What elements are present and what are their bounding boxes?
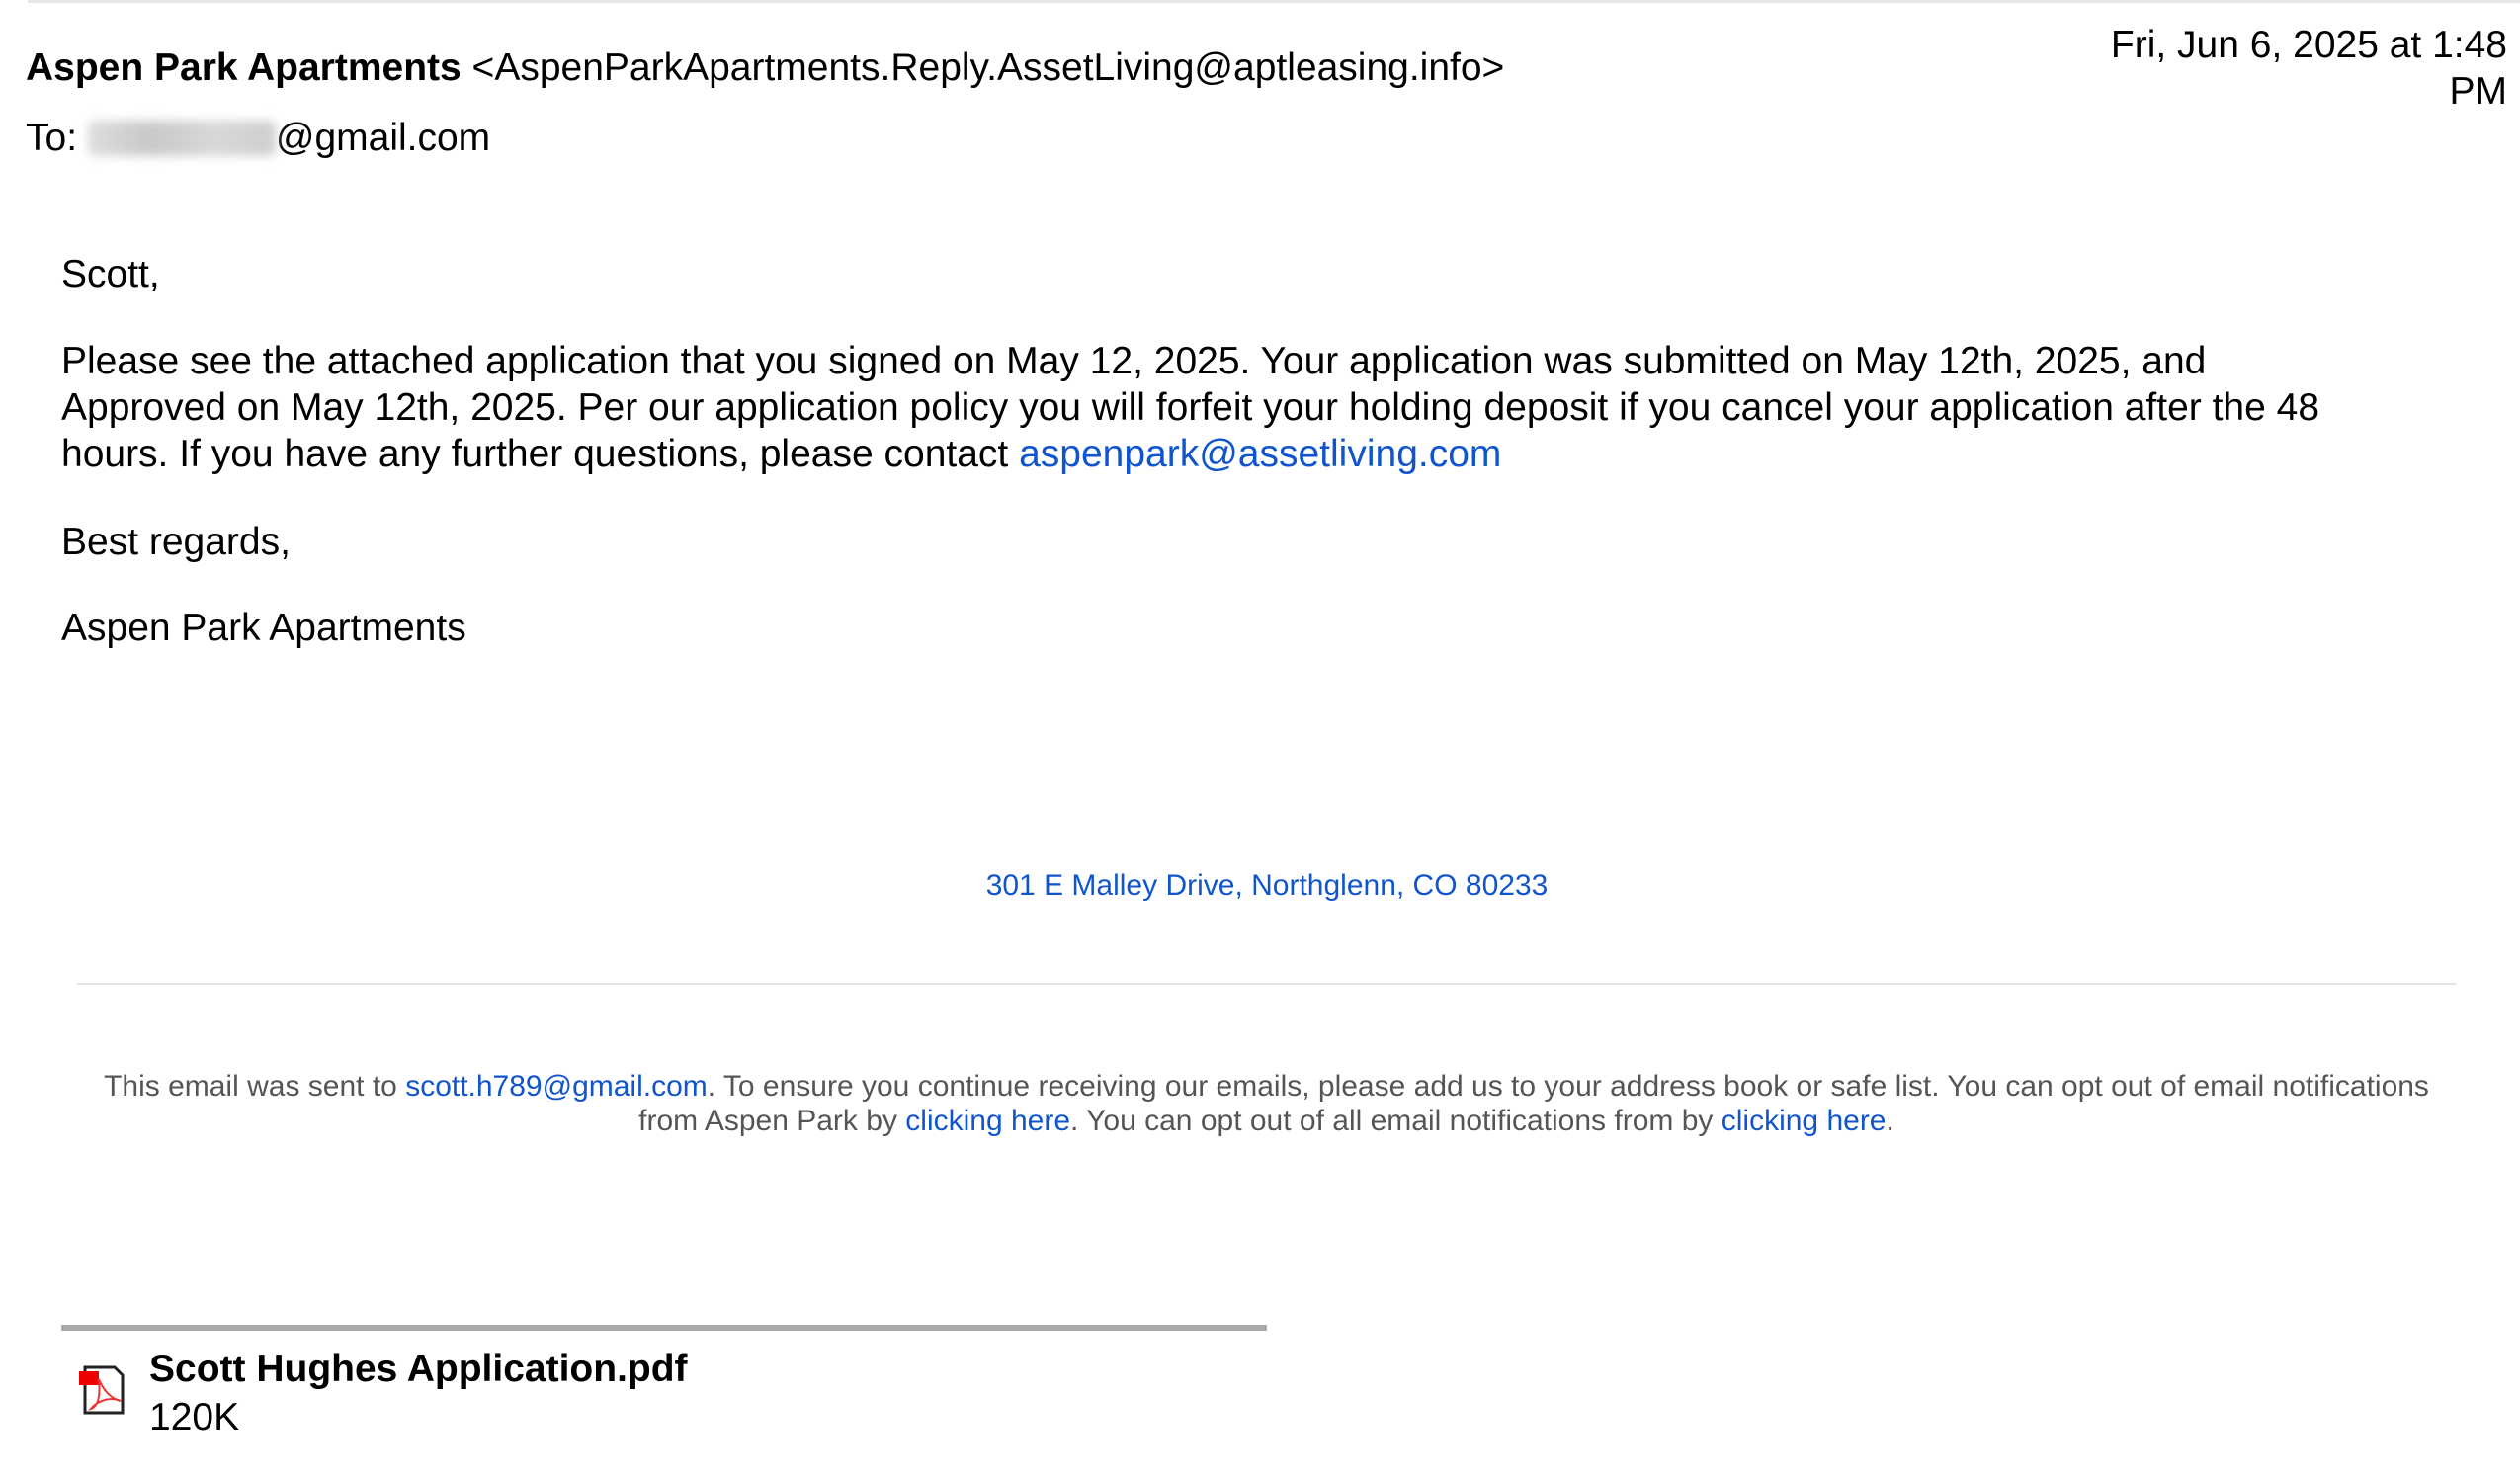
pdf-file-icon[interactable] [77,1363,128,1417]
sender-line [26,45,1504,91]
to-domain: @gmail.com [275,117,491,159]
footer-divider [77,983,2456,985]
footer-text-part: This email was sent to [104,1070,406,1103]
address-link[interactable]: 301 E Malley Drive, Northglenn, CO 80233 [985,869,1549,902]
paragraph-line: hours. If you have any further questions, please contact [61,433,1020,475]
opt-out-all-link[interactable]: clicking here [1721,1105,1887,1137]
footer-text [77,1069,2456,1138]
recipient-line [26,116,490,161]
address-link-wrap [0,869,2520,903]
paragraph-line: Approved on May 12th, 2025. Per our application policy you will forfeit your holding deposit if you cancel your application after the 48 [61,386,2320,429]
sender-email: <AspenParkApartments.Reply.AssetLiving@aptleasing.info> [471,46,1505,89]
to-label: To: [26,117,78,159]
signature: Aspen Park Apartments [61,607,466,649]
footer-text-part: . To ensure you continue receiving our emails, please add us to your address book or safe list. You can opt out of email notifications from Aspen Park by [638,1070,2429,1137]
contact-email-link[interactable]: aspenpark@assetliving.com [1019,433,1502,475]
attachment-size: 120K [149,1396,240,1439]
attachment-divider [61,1325,1267,1331]
greeting: Scott, [61,253,160,295]
sender-name: Aspen Park Apartments [26,46,462,89]
email-date [2111,22,2507,115]
footer-email-link[interactable]: scott.h789@gmail.com [405,1070,708,1103]
footer-text-part: . [1886,1105,1894,1137]
date-line-1: Fri, Jun 6, 2025 at 1:48 [2110,24,2507,66]
attachment-filename[interactable]: Scott Hughes Application.pdf [149,1348,688,1390]
redacted-username [88,121,276,156]
date-line-2: PM [2449,70,2507,113]
paragraph-line: Please see the attached application that you signed on May 12, 2025. Your application was submitted on May 12th, 2025, and [61,340,2207,382]
footer-text-part: . You can opt out of all email notifications from by [1070,1105,1722,1137]
opt-out-aspen-link[interactable]: clicking here [905,1105,1071,1137]
body-paragraph [61,338,2319,477]
closing: Best regards, [61,521,291,563]
top-divider [28,0,2520,3]
